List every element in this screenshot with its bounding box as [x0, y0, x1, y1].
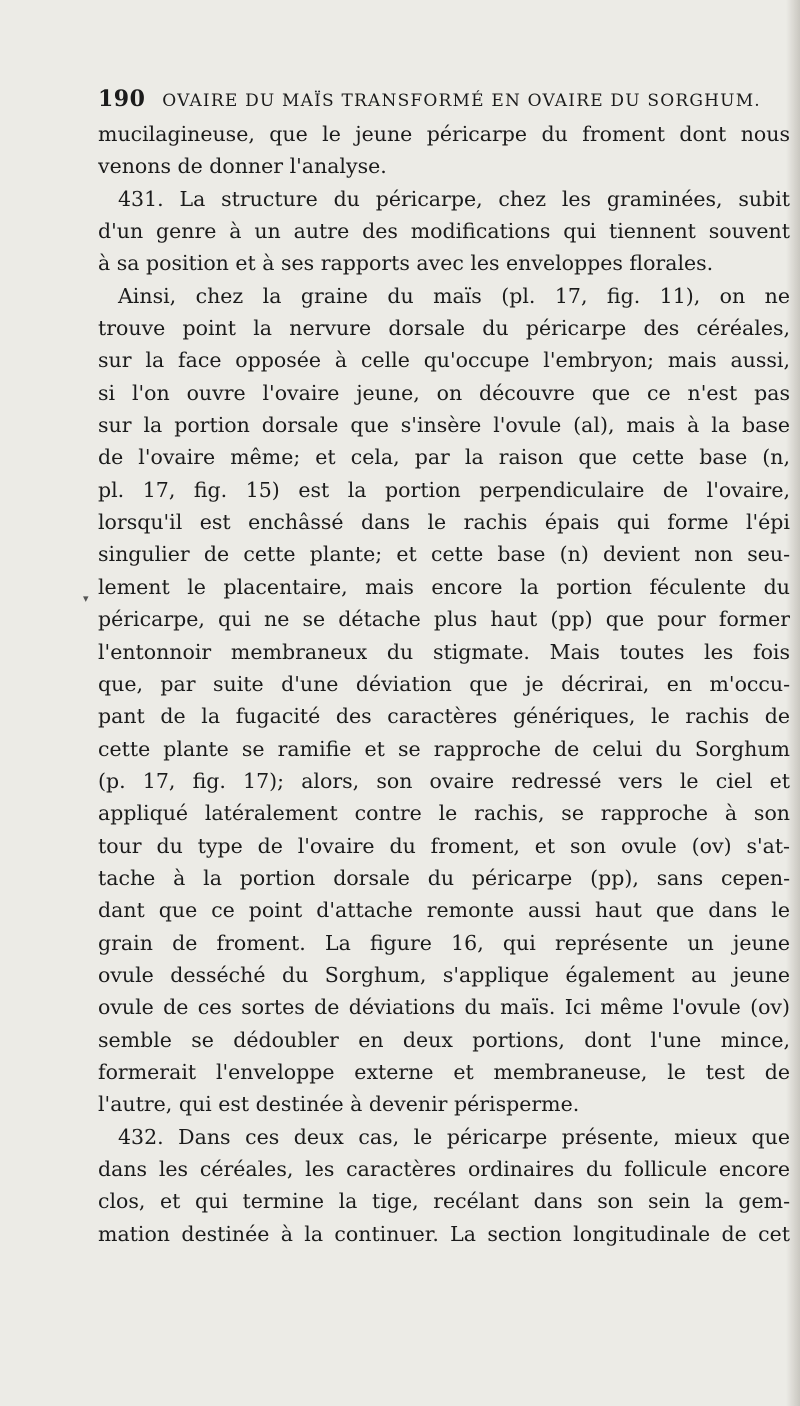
text-line: tache à la portion dorsale du péricarpe (pp), sans cepen- [98, 865, 790, 890]
text-line: trouve point la nervure dorsale du péricarpe des céréales, [98, 316, 790, 341]
text-line: venons de donner l'analyse. [98, 154, 387, 179]
page-number: 190 [98, 86, 146, 112]
text-line: pant de la fugacité des caractères génériques, le rachis de [98, 704, 790, 729]
text-line: l'entonnoir membraneux du stigmate. Mais toutes les fois [98, 639, 790, 664]
text-line: sur la face opposée à celle qu'occupe l'embryon; mais aussi, [98, 348, 790, 373]
text-line: si l'on ouvre l'ovaire jeune, on découvre que ce n'est pas [98, 380, 790, 405]
text-line: dant que ce point d'attache remonte aussi haut que dans le [98, 898, 790, 923]
text-line: sur la portion dorsale que s'insère l'ovule (al), mais à la base [98, 413, 790, 438]
text-line: (p. 17, fig. 17); alors, son ovaire redressé vers le ciel et [98, 768, 790, 793]
text-line: que, par suite d'une déviation que je décrirai, en m'occu- [98, 671, 790, 696]
text-line: 431. La structure du péricarpe, chez les graminées, subit [118, 186, 790, 211]
text-line: lorsqu'il est enchâssé dans le rachis épais qui forme l'épi [98, 510, 790, 535]
text-line: dans les céréales, les caractères ordinaires du follicule encore [98, 1157, 790, 1181]
text-line: à sa position et à ses rapports avec les enveloppes florales. [98, 251, 714, 276]
text-line: d'un genre à un autre des modifications qui tiennent souvent [98, 219, 790, 244]
text-line: pl. 17, fig. 15) est la portion perpendiculaire de l'ovaire, [98, 477, 790, 502]
running-title: OVAIRE DU MAÏS TRANSFORMÉ EN OVAIRE DU SORGHUM. [162, 91, 761, 111]
text-line: semble se dédoubler en deux portions, dont l'une mince, [98, 1027, 790, 1052]
text-line: de l'ovaire même; et cela, par la raison que cette base (n, [98, 445, 790, 470]
text-line: formerait l'enveloppe externe et membraneuse, le test de [98, 1059, 790, 1084]
text-line: cette plante se ramifie et se rapproche de celui du Sorghum [98, 736, 790, 761]
text-line: lement le placentaire, mais encore la portion féculente du [98, 574, 790, 599]
text-line: grain de froment. La figure 16, qui représente un jeune [98, 930, 790, 955]
text-line: mation destinée à la continuer. La section longitudinale de cet [98, 1221, 790, 1246]
text-line: appliqué latéralement contre le rachis, se rapproche à son [98, 801, 790, 826]
text-line: mucilagineuse, que le jeune péricarpe du froment dont nous [98, 122, 790, 146]
text-line: clos, et qui termine la tige, recélant dans son sein la gem- [98, 1189, 790, 1214]
running-header [98, 86, 788, 112]
margin-mark: ▾ [83, 592, 89, 605]
text-line: l'autre, qui est destinée à devenir périsperme. [98, 1092, 580, 1117]
text-line: péricarpe, qui ne se détache plus haut (pp) que pour former [98, 607, 790, 632]
text-line: 432. Dans ces deux cas, le péricarpe présente, mieux que [118, 1124, 790, 1149]
text-line: ovule de ces sortes de déviations du maïs. Ici même l'ovule (ov) [98, 995, 790, 1020]
body-text [98, 118, 790, 1250]
text-line: Ainsi, chez la graine du maïs (pl. 17, fig. 11), on ne [118, 283, 790, 308]
text-line: singulier de cette plante; et cette base (n) devient non seu- [98, 542, 790, 567]
text-line: tour du type de l'ovaire du froment, et son ovule (ov) s'at- [98, 833, 790, 858]
text-line: ovule desséché du Sorghum, s'applique également au jeune [98, 962, 790, 987]
